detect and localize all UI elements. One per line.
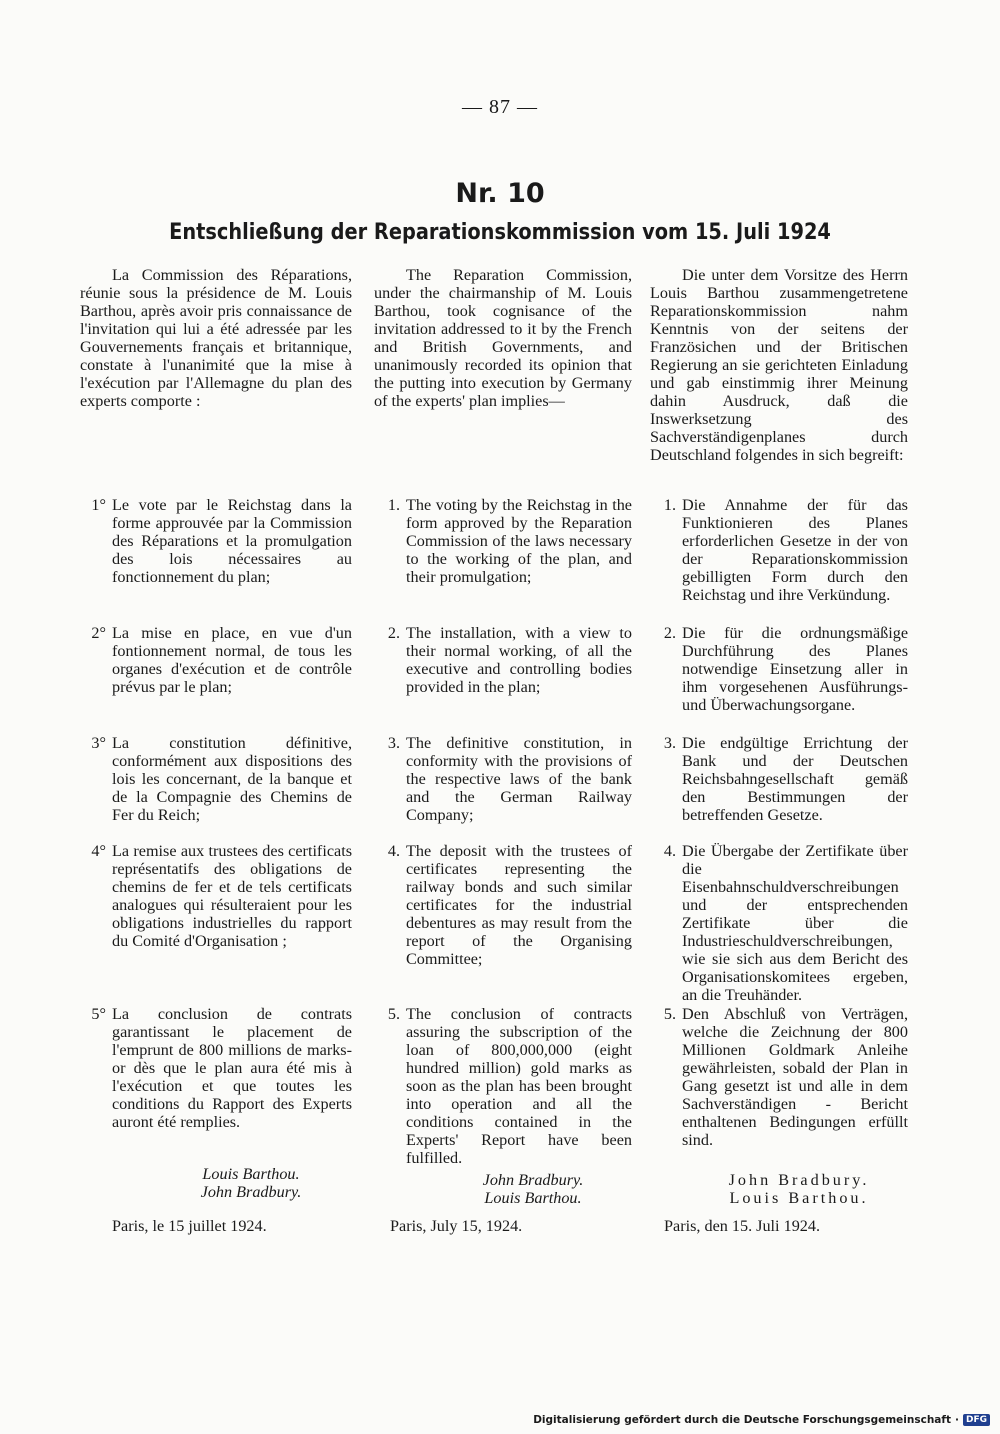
list-item: 2. Die für die ordnungsmäßige Durchführung des Planes notwendige Einsetzung aller in ihm vorgesehenen Ausführungs- und Überwachungsorgane. bbox=[663, 624, 908, 714]
dateline: Paris, den 15. Juli 1924. bbox=[664, 1217, 821, 1235]
list-item: 3° La constitution définitive, conformément aux dispositions des lois les concernant, de la banque et de la Compagnie des Chemins de Fer du Reich; bbox=[91, 734, 352, 824]
signature: John Bradbury. bbox=[728, 1171, 870, 1189]
dfg-logo-icon[interactable]: DFG bbox=[963, 1414, 990, 1426]
list-item: 1° Le vote par le Reichstag dans la forme approuvée par la Commission des Réparations et la promulgation des lois nécessaires au fonctionnement du plan; bbox=[91, 496, 352, 586]
list-item: 5. Den Abschluß von Verträgen, welche die Zeichnung der 800 Millionen Goldmark Anleihe gewährleisten, sobald der Plan in Gang gesetzt ist und alle in dem Sachverständigen - Bericht enthaltenen Bedingungen erfüllt sind. bbox=[663, 1005, 908, 1149]
dateline: Paris, le 15 juillet 1924. bbox=[112, 1217, 267, 1235]
footer: Digitalisierung gefördert durch die Deutsche Forschungsgemeinschaft · DFG bbox=[533, 1414, 990, 1426]
page-number: — 87 — bbox=[462, 96, 538, 118]
french-items bbox=[80, 496, 352, 1165]
list-item: 3. Die endgültige Errichtung der Bank und der Deutschen Reichsbahngesellschaft gemäß den Bestimmungen der betreffenden Gesetze. bbox=[663, 734, 908, 824]
signature: Louis Barthou. bbox=[202, 1165, 300, 1183]
german-intro: Die unter dem Vorsitze des Herrn Louis Barthou zusammengetretene Reparationskommission nahm Kenntnis von der seitens der Französichen und der Britischen Regierung an sie gerichteten Einladung und gab einstimmig ihrer Meinung dahin Ausdruck, daß die Inswerksetzung des Sachverständigenplanes durch Deutschland folgendes in sich begreift: bbox=[650, 266, 908, 464]
list-item: 4° La remise aux trustees des certificats représentatifs des obligations de chemins de fer et de tels certificats analogues qui résulteraient pour les obligations industrielles du rapport du Comité d'Organisation ; bbox=[91, 842, 352, 950]
list-item: 2. The installation, with a view to their normal working, of all the executive and controlling bodies provided in the plan; bbox=[387, 624, 632, 696]
german-column bbox=[650, 266, 908, 1235]
footer-text: Digitalisierung gefördert durch die Deutsche Forschungsgemeinschaft bbox=[533, 1414, 951, 1426]
signature: John Bradbury. bbox=[482, 1171, 584, 1189]
list-item: 1. The voting by the Reichstag in the form approved by the Reparation Commission of the laws necessary to the working of the plan, and their promulgation; bbox=[387, 496, 632, 586]
list-item: 5. The conclusion of contracts assuring the subscription of the loan of 800,000,000 (eight hundred million) gold marks as soon as the plan has been brought into operation and all the conditions contained in the Experts' Report have been fulfilled. bbox=[387, 1005, 632, 1167]
list-item: 1. Die Annahme der für das Funktionieren des Planes erforderlichen Gesetze in der von der Reparationskommission gebilligten Form durch den Reichstag und ihre Verkündung. bbox=[663, 496, 908, 604]
french-intro: La Commission des Réparations, réunie sous la présidence de M. Louis Barthou, après avoir pris connaissance de l'invitation qui lui a été adressée par les Gouvernements français et britannique, constate à l'unanimité que la mise à l'exécution par l'Allemagne du plan des experts comporte : bbox=[80, 266, 352, 410]
signature: Louis Barthou. bbox=[484, 1189, 582, 1207]
english-column bbox=[374, 266, 632, 1235]
german-items bbox=[650, 496, 908, 1171]
signature: John Bradbury. bbox=[200, 1183, 302, 1201]
list-item: 4. Die Übergabe der Zertifikate über die Eisenbahnschuldverschreibungen und der entsprechenden Zertifikate über die Industrieschuldverschreibungen, wie sie sich aus dem Bericht des Organisationskomitees ergeben, an die Treuhänder. bbox=[663, 842, 908, 1004]
list-item: 4. The deposit with the trustees of certificates representing the railway bonds and such similar certificates for the industrial debentures as may result from the report of the Organising Committee; bbox=[387, 842, 632, 968]
list-item: 5° La conclusion de contrats garantissant le placement de l'emprunt de 800 millions de marks-or dès que le plan aura été mis à l'exécution et que toutes les conditions du Rapport des Experts auront été remplies. bbox=[91, 1005, 352, 1131]
french-column bbox=[80, 266, 352, 1235]
document-title: Entschließung der Reparationskommission vom 15. Juli 1924 bbox=[169, 220, 831, 245]
document-number: Nr. 10 bbox=[455, 178, 545, 209]
english-items bbox=[374, 496, 632, 1171]
list-item: 2° La mise en place, en vue d'un fontionnement normal, de tous les organes d'exécution et de contrôle prévus par le plan; bbox=[91, 624, 352, 696]
dateline: Paris, July 15, 1924. bbox=[390, 1217, 523, 1235]
list-item: 3. The definitive constitution, in conformity with the provisions of the respective laws of the bank and the German Railway Company; bbox=[387, 734, 632, 824]
signature: Louis Barthou. bbox=[729, 1189, 869, 1207]
english-intro: The Reparation Commission, under the chairmanship of M. Louis Barthou, took cognisance of the invitation addressed to it by the French and British Governments, and unanimously recorded its opinion that the putting into execution by Germany of the experts' plan implies— bbox=[374, 266, 632, 410]
